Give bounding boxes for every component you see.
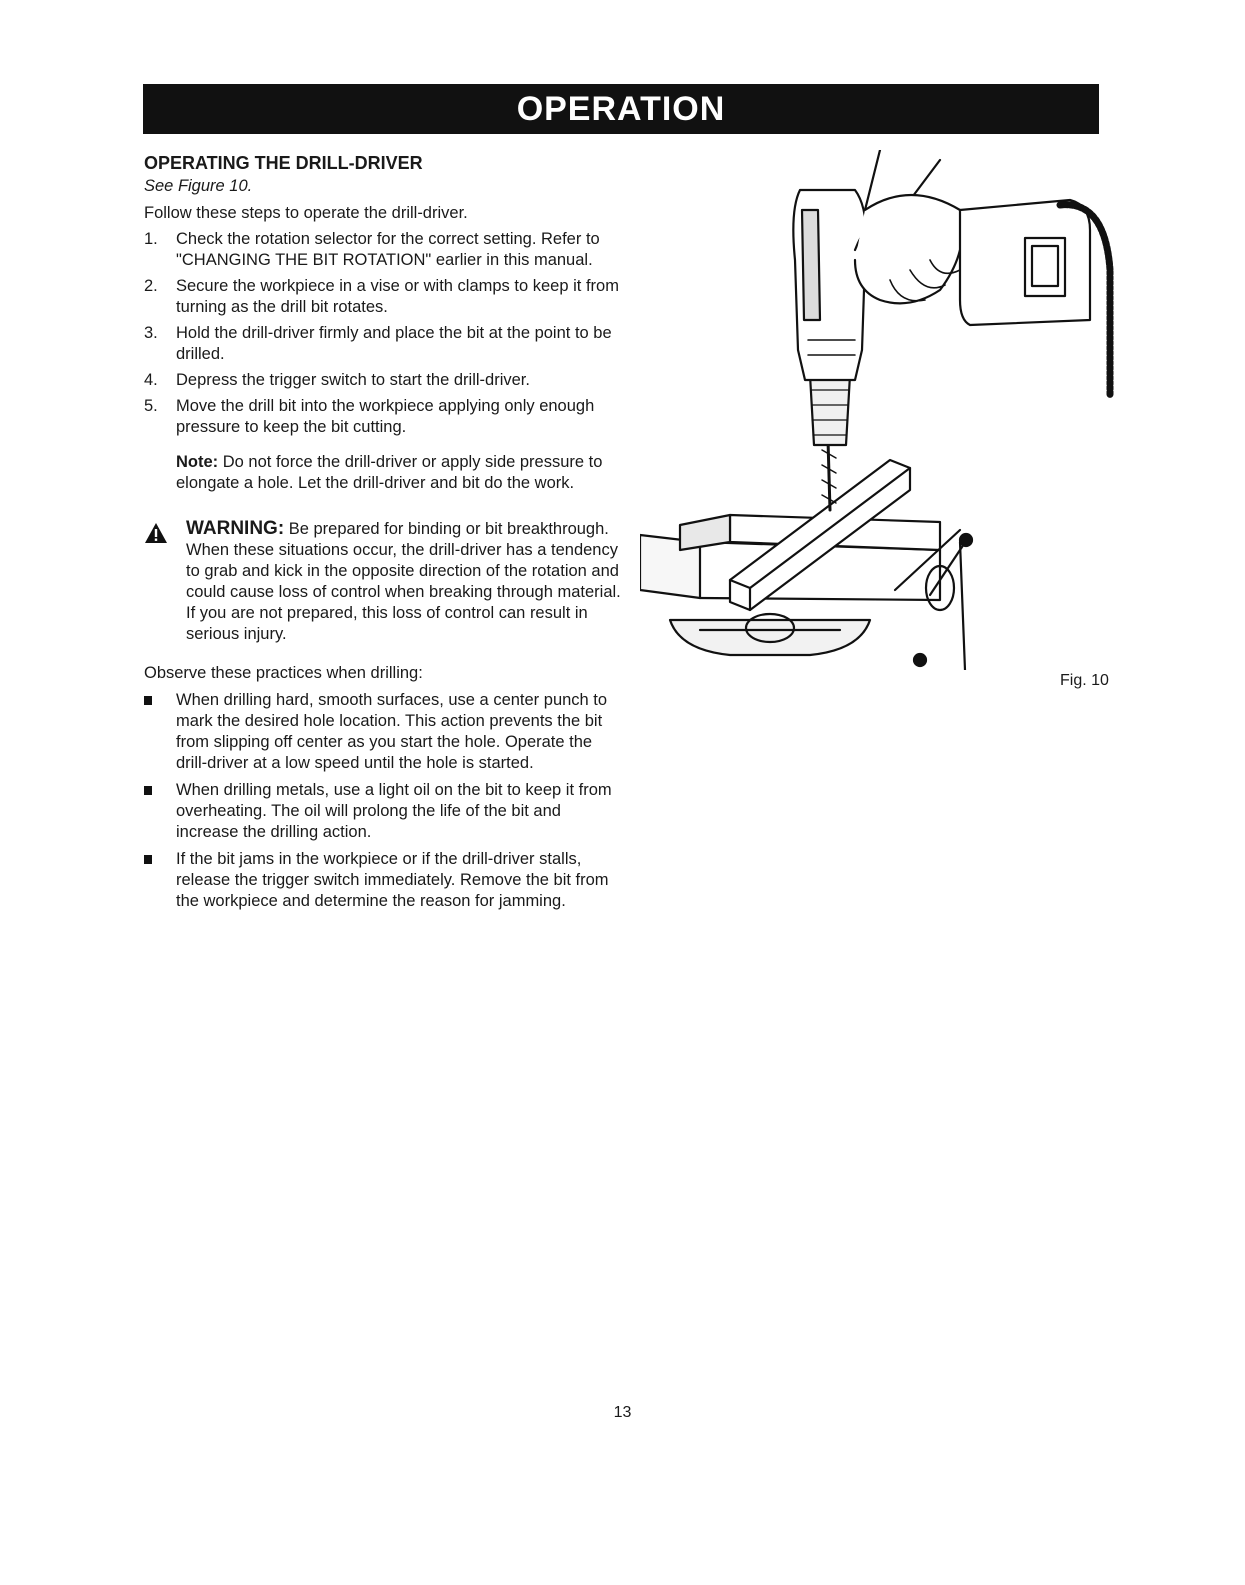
main-text-column <box>144 152 624 918</box>
bullet-square-icon <box>144 855 152 864</box>
step-text: Depress the trigger switch to start the drill-driver. <box>176 371 530 389</box>
warning-triangle-icon <box>144 522 168 544</box>
practice-text: When drilling hard, smooth surfaces, use a center punch to mark the desired hole location. This action prevents the bit from slipping off center as you start the hole. Operate the drill-driver at a low speed until the hole is started. <box>176 691 608 772</box>
note-label: Note: <box>176 453 219 471</box>
step-item <box>144 229 624 271</box>
practice-text: If the bit jams in the workpiece or if the drill-driver stalls, release the trigger switch immediately. Remove the bit from the workpiece and determine the reason for jamming. <box>176 850 609 910</box>
step-item <box>144 276 624 318</box>
step-text: Move the drill bit into the workpiece applying only enough pressure to keep the bit cutting. <box>176 397 595 436</box>
intro-text: Follow these steps to operate the drill-driver. <box>144 204 468 222</box>
step-number: 3. <box>144 324 158 342</box>
warning-text: Be prepared for binding or bit breakthrough. When these situations occur, the drill-driver has a tendency to grab and kick in the opposite direction of the rotation and could cause loss of control when breaking through material. If you are not prepared, this loss of control can result in serious injury. <box>186 520 621 643</box>
page-title: OPERATION <box>516 89 726 128</box>
observe-intro: Observe these practices when drilling: <box>144 664 423 682</box>
see-figure-reference: See Figure 10. <box>144 177 253 195</box>
bullet-square-icon <box>144 786 152 795</box>
step-number: 4. <box>144 371 158 389</box>
warning-block <box>144 518 624 645</box>
practice-text: When drilling metals, use a light oil on the bit to keep it from overheating. The oil will prolong the life of the bit and increase the drilling action. <box>176 781 612 841</box>
section-title: OPERATING THE DRILL-DRIVER <box>144 153 423 173</box>
page-number: 13 <box>613 1404 632 1421</box>
warning-label: WARNING: <box>186 518 285 539</box>
practices-list <box>144 690 624 912</box>
section-banner <box>143 84 1099 134</box>
steps-list <box>144 229 624 438</box>
practice-item <box>144 780 624 843</box>
figure-caption: Fig. 10 <box>1060 672 1109 689</box>
step-text: Check the rotation selector for the correct setting. Refer to "CHANGING THE BIT ROTATION" earlier in this manual. <box>176 230 600 269</box>
step-number: 5. <box>144 397 158 415</box>
step-item <box>144 323 624 365</box>
step-item <box>144 396 624 438</box>
note-text: Do not force the drill-driver or apply side pressure to elongate a hole. Let the drill-driver and bit do the work. <box>176 453 603 492</box>
step-number: 2. <box>144 277 158 295</box>
practice-item <box>144 849 624 912</box>
note-paragraph <box>144 452 624 494</box>
step-item <box>144 370 624 391</box>
practice-item <box>144 690 624 774</box>
step-text: Secure the workpiece in a vise or with clamps to keep it from turning as the drill bit rotates. <box>176 277 619 316</box>
step-text: Hold the drill-driver firmly and place the bit at the point to be drilled. <box>176 324 612 363</box>
drill-in-vise-illustration <box>640 150 1120 670</box>
bullet-square-icon <box>144 696 152 705</box>
step-number: 1. <box>144 230 158 248</box>
